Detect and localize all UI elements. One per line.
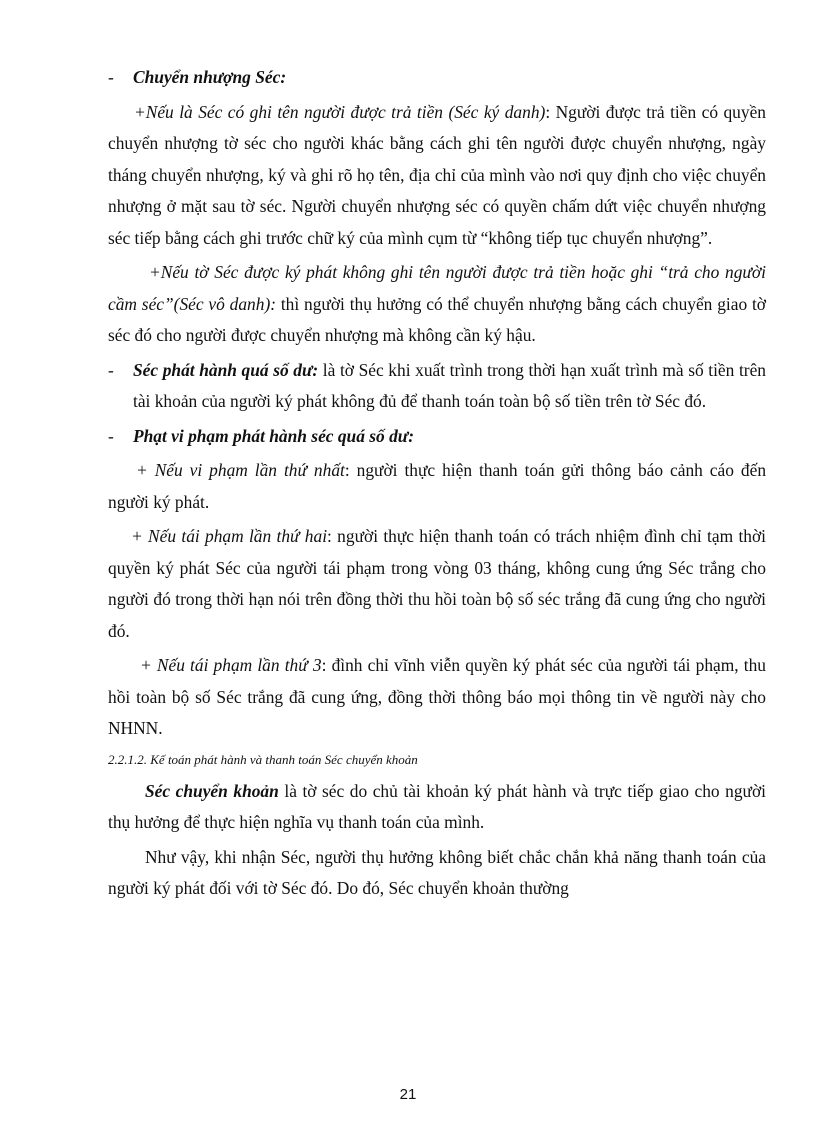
paragraph-lead: + Nếu tái phạm lần thứ hai (131, 526, 328, 546)
paragraph-text: : đình chỉ vĩnh viễn quyền ký phát séc của người tái phạm, thu hồi toàn bộ số Séc trắng đã cung ứng, đồng thời thông báo mọi thông tin về người này cho NHNN. (108, 655, 766, 738)
paragraph-tai-pham-lan-2 (108, 521, 766, 647)
bullet-sec-qua-so-du (108, 355, 766, 418)
bullet-text: là tờ Séc khi xuất trình trong thời hạn xuất trình mà số tiền trên tài khoản của người ký phát không đủ để thanh toán toàn bộ số tiền trên tờ Séc đó. (133, 359, 766, 411)
paragraph-text: thì người thụ hưởng có thể chuyển nhượng bằng cách chuyển giao tờ séc đó cho người được chuyển nhượng mà không cần ký hậu. (108, 293, 766, 345)
paragraph-sec-chuyen-khoan (108, 776, 766, 839)
page-number: 21 (399, 1086, 417, 1103)
heading-phat-vi-pham (108, 421, 766, 453)
bullet-dash: - (108, 359, 114, 380)
heading-label: Chuyển nhượng Séc: (133, 67, 287, 87)
bullet-content (133, 355, 766, 418)
paragraph-sec-vo-danh (108, 257, 766, 352)
paragraph-text: : người thực hiện thanh toán có trách nhiệm đình chỉ tạm thời quyền ký phát Séc của người tái phạm trong vòng 03 tháng, không cung ứng Séc trắng cho người đó trong thời hạn nói trên đồng thời thu hồi toàn bộ số séc trắng đã cung ứng cho người đó. (108, 526, 766, 641)
paragraph-tai-pham-lan-3 (108, 650, 766, 745)
paragraph-text: : Người được trả tiền có quyền chuyển nhượng tờ séc cho người khác bằng cách ghi tên người được chuyển nhượng, ngày tháng chuyển nhượng, ký và ghi rõ họ tên, địa chỉ của mình vào nơi quy định cho việc chuyển nhượng ở mặt sau tờ séc. Người chuyển nhượng séc có quyền chấm dứt việc chuyển nhượng séc tiếp bằng cách ghi trước chữ ký của mình cụm từ “không tiếp tục chuyển nhượng”. (108, 101, 766, 248)
paragraph-sec-ky-danh (108, 97, 766, 255)
paragraph-lead: +Nếu tờ Séc được ký phát không ghi tên người được trả tiền hoặc ghi “trả cho người cầm séc”(Séc vô danh): (108, 262, 766, 314)
bullet-dash: - (108, 425, 114, 446)
document-page (108, 62, 766, 905)
paragraph-text: Như vậy, khi nhận Séc, người thụ hưởng không biết chắc chắn khả năng thanh toán của người ký phát đối với tờ Séc đó. Do đó, Séc chuyển khoản thường (108, 846, 766, 898)
bullet-label: Séc phát hành quá số dư: (133, 359, 319, 380)
paragraph-nhu-vay (108, 842, 766, 905)
paragraph-lead: +Nếu là Séc có ghi tên người được trả tiền (Séc ký danh) (134, 101, 546, 122)
paragraph-vi-pham-lan-1 (108, 455, 766, 518)
heading-label: Phạt vi phạm phát hành séc quá số dư: (133, 425, 414, 446)
bullet-dash: - (108, 67, 114, 87)
paragraph-text: là tờ séc do chủ tài khoản ký phát hành và trực tiếp giao cho người thụ hưởng để thực hiện nghĩa vụ thanh toán của mình. (108, 780, 766, 832)
section-subheading: 2.2.1.2. Kế toán phát hành và thanh toán Séc chuyển khoản (108, 751, 418, 767)
paragraph-lead: + Nếu vi phạm lần thứ nhất (136, 460, 345, 480)
paragraph-lead: Séc chuyển khoản (145, 780, 279, 801)
paragraph-lead: + Nếu tái phạm lần thứ 3 (140, 655, 322, 675)
heading-chuyen-nhuong (108, 62, 766, 94)
paragraph-text: : người thực hiện thanh toán gửi thông báo cảnh cáo đến người ký phát. (108, 460, 767, 512)
